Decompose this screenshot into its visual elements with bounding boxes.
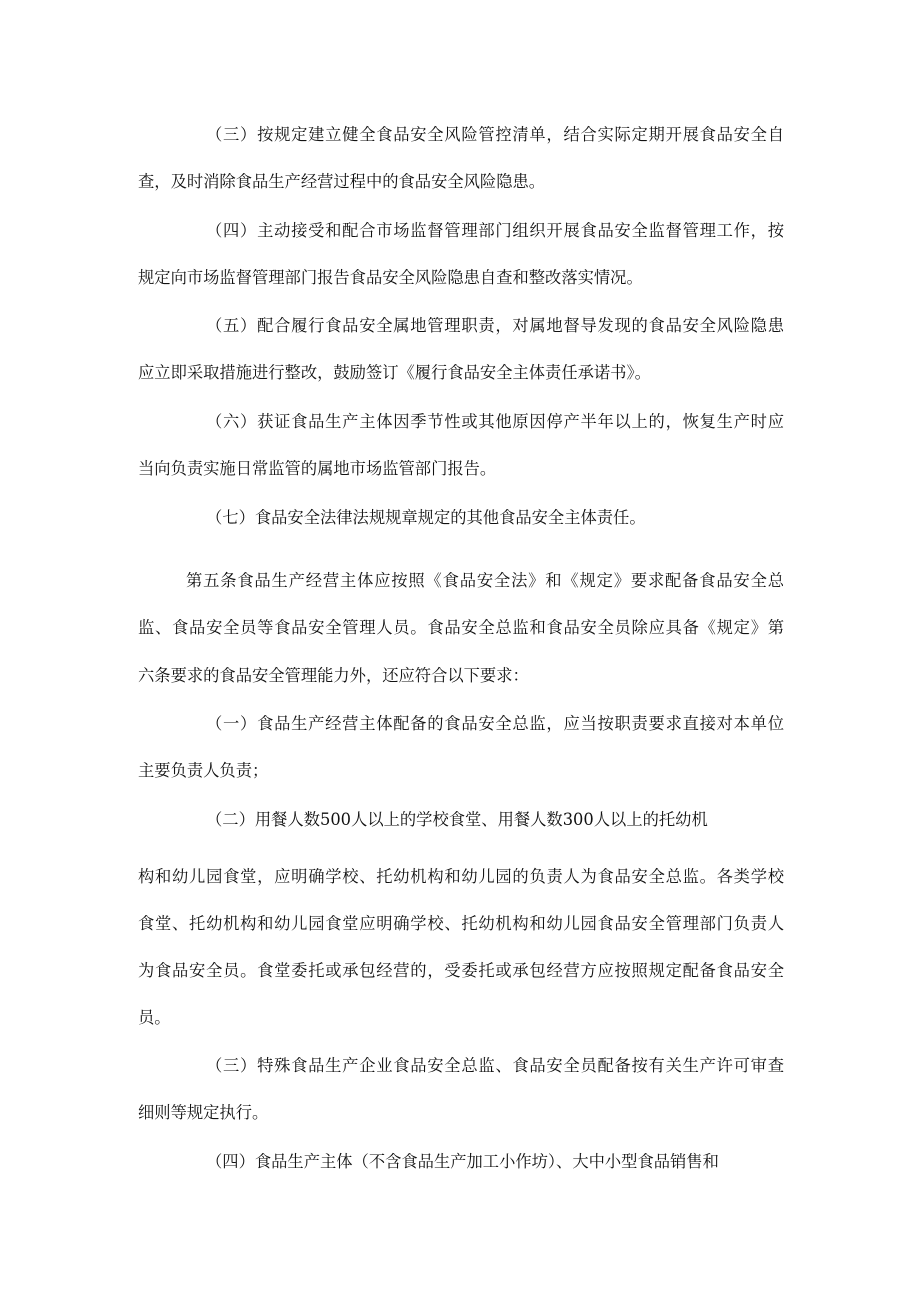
item-4-line-1: （四）主动接受和配合市场监督管理部门组织开展食品安全监督管理工作，按 [206, 221, 784, 240]
item-4-line-2: 规定向市场监督管理部门报告食品安全风险隐患自查和整改落实情况。 [138, 268, 643, 287]
req-4-line-1: （四）食品生产主体（不含食品生产加工小作坊）、大中小型食品销售和 [206, 1152, 719, 1171]
req-1-line-2: 主要负责人负责； [138, 761, 269, 780]
article-5-line-2: 监、食品安全员等食品安全管理人员。食品安全总监和食品安全员除应具备《规定》第 [138, 618, 784, 637]
req-3-line-2: 细则等规定执行。 [138, 1103, 269, 1122]
item-6-line-1: （六）获证食品生产主体因季节性或其他原因停产半年以上的，恢复生产时应 [206, 412, 784, 431]
req-2-line-1: （二）用餐人数500人以上的学校食堂、用餐人数300人以上的托幼机 [206, 810, 708, 829]
req-2-line-4: 为食品安全员。食堂委托或承包经营的，受委托或承包经营方应按照规定配备食品安全 [138, 961, 784, 980]
item-5-line-1: （五）配合履行食品安全属地管理职责，对属地督导发现的食品安全风险隐患 [206, 316, 784, 335]
req-2-line-2: 构和幼儿园食堂，应明确学校、托幼机构和幼儿园的负责人为食品安全总监。各类学校 [138, 867, 784, 886]
item-5-line-2: 应立即采取措施进行整改，鼓励签订《履行食品安全主体责任承诺书》。 [138, 363, 651, 382]
item-3-line-2: 查，及时消除食品生产经营过程中的食品安全风险隐患。 [138, 172, 546, 191]
req-1-line-1: （一）食品生产经营主体配备的食品安全总监，应当按职责要求直接对本单位 [206, 714, 784, 733]
article-5-line-1: 第五条食品生产经营主体应按照《食品安全法》和《规定》要求配备食品安全总 [186, 571, 784, 590]
item-6-line-2: 当向负责实施日常监管的属地市场监管部门报告。 [138, 459, 497, 478]
article-5-line-3: 六条要求的食品安全管理能力外，还应符合以下要求： [138, 666, 529, 685]
req-2-line-3: 食堂、托幼机构和幼儿园食堂应明确学校、托幼机构和幼儿园食品安全管理部门负责人 [138, 914, 784, 933]
req-3-line-1: （三）特殊食品生产企业食品安全总监、食品安全员配备按有关生产许可审查 [206, 1056, 784, 1075]
req-2-line-5: 员。 [138, 1008, 171, 1027]
item-7-line-1: （七）食品安全法律法规规章规定的其他食品安全主体责任。 [206, 508, 646, 527]
item-3-line-1: （三）按规定建立健全食品安全风险管控清单，结合实际定期开展食品安全自 [206, 125, 784, 144]
